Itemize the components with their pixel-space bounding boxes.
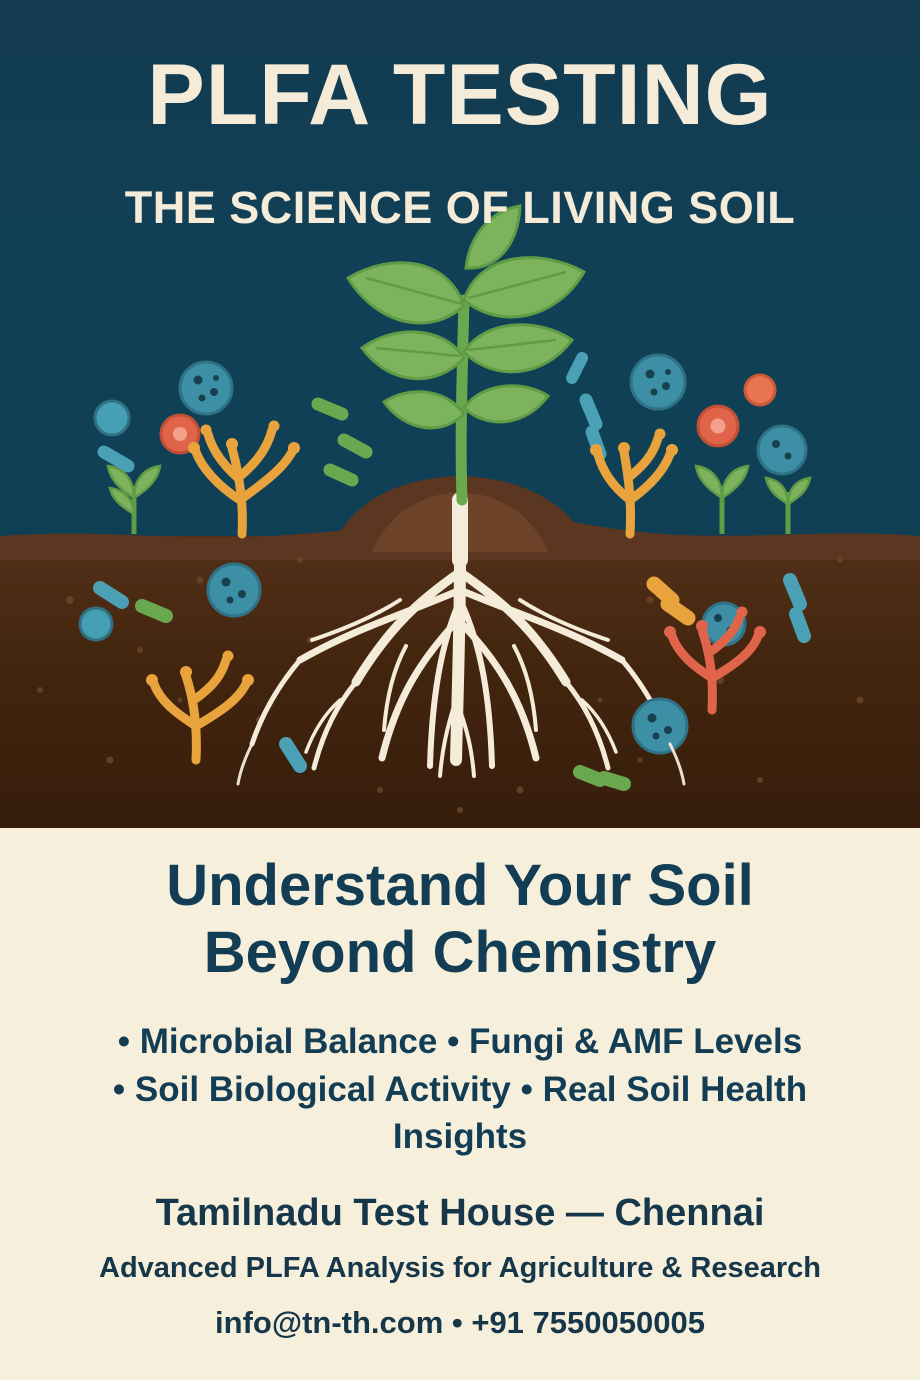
headline <box>0 852 920 987</box>
feature-bullets <box>0 1018 920 1161</box>
headline-line-1: Understand Your Soil <box>166 853 754 918</box>
headline-line-2: Beyond Chemistry <box>203 920 717 986</box>
bullet-line-1: • Microbial Balance • Fungi & AMF Levels <box>117 1022 803 1061</box>
organization-name: Tamilnadu Test House — Chennai <box>155 1192 765 1234</box>
page-title: PLFA TESTING <box>147 47 773 143</box>
bullet-line-3: Insights <box>392 1117 528 1157</box>
bullet-line-2: • Soil Biological Activity • Real Soil Health <box>112 1069 808 1109</box>
contact-info[interactable]: info@tn-th.com • +91 7550050005 <box>215 1305 705 1340</box>
organization-tagline: Advanced PLFA Analysis for Agriculture & Research <box>99 1252 821 1284</box>
page-subtitle: THE SCIENCE OF LIVING SOIL <box>124 182 796 233</box>
